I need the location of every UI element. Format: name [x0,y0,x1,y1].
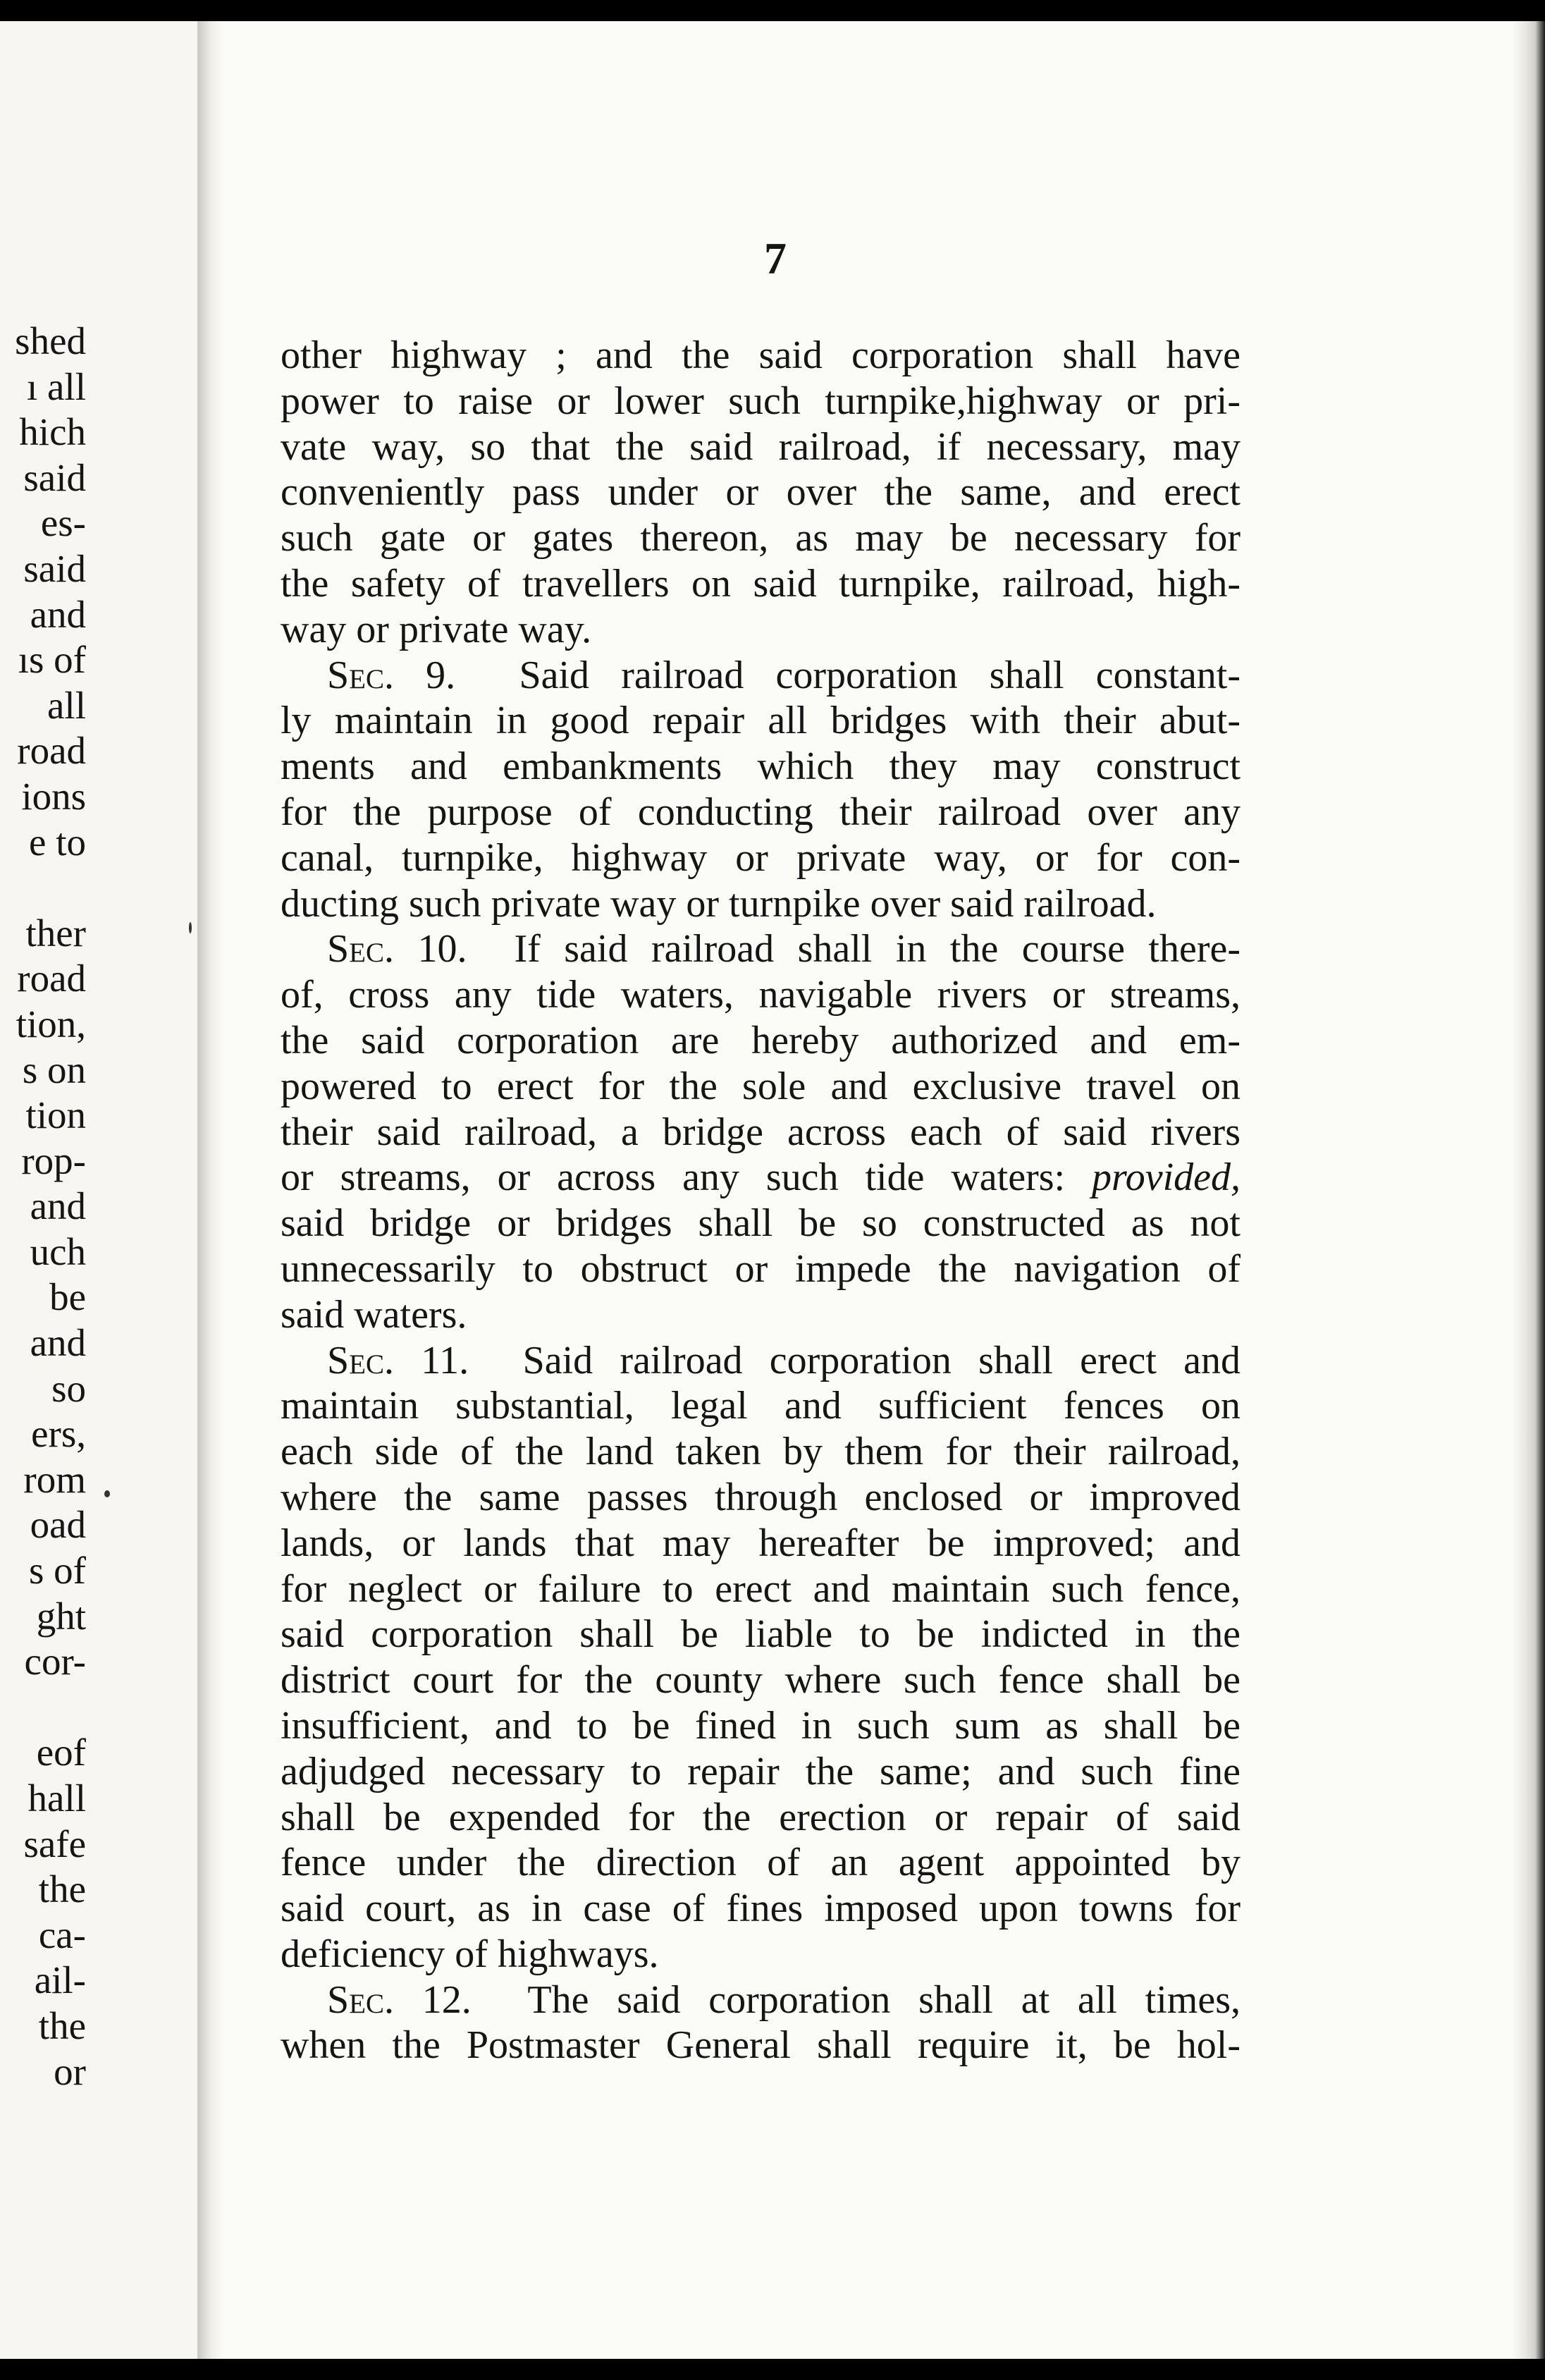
left-page-fragment: the [38,1867,86,1911]
left-page-fragment: tion [25,1093,86,1137]
section-label: Sec. 12. [327,1977,472,2022]
text-line: for the purpose of conducting their railroad over any [281,790,1241,834]
left-page-fragment: said [23,455,86,499]
left-page-fragment: uch [30,1229,86,1273]
fragment-gap [0,1685,86,1731]
page-edge [1513,21,1545,2359]
text-line: vate way, so that the said railroad, if necessary, may [281,424,1241,469]
text-line: powered to erect for the sole and exclusive travel on [281,1064,1241,1108]
text-line: way or private way. [281,607,592,651]
left-page-fragment: s on [22,1048,86,1091]
left-page-fragment: be [49,1275,86,1319]
left-page-fragment: ail- [34,1958,86,2002]
text-line: such gate or gates thereon, as may be necessary for [281,516,1241,560]
text-line: lands, or lands that may hereafter be improved; and [281,1521,1241,1565]
left-page-fragment: ers, [31,1412,86,1456]
text-line: where the same passes through enclosed or improved [281,1475,1241,1519]
left-page-fragment: es- [40,501,86,545]
left-page-fragment: oad [30,1503,86,1547]
left-page-fragment: ca- [38,1913,86,1956]
page-number: 7 [764,233,787,283]
left-page-fragment: eof [36,1731,86,1774]
left-page-fragment: ther [25,911,86,955]
text-line: unnecessarily to obstruct or impede the navigation of [281,1246,1241,1291]
left-page-fragment: so [51,1366,86,1410]
left-page-fragment: and [30,1321,86,1365]
left-page-fragment: or [54,2049,86,2093]
left-page-fragment: and [30,1184,86,1228]
left-page-fragment: and [30,592,86,636]
section-11-first-line: Sec. 11. Said railroad corporation shall erect and [327,1338,1241,1382]
left-page-fragment: ions [21,774,86,818]
text-line: when the Postmaster General shall require it, be hol- [281,2023,1241,2068]
left-page-fragment: safe [23,1822,86,1865]
text-line: adjudged necessary to repair the same; and such fine [281,1749,1241,1793]
left-page-fragment: hich [19,410,86,454]
text-line-with-italic: or streams, or across any such tide waters: provided, [281,1155,1241,1200]
text-line: ly maintain in good repair all bridges with their abut- [281,699,1241,743]
left-page-fragment: cor- [24,1640,86,1683]
book-spread [0,21,1545,2359]
body-text [281,333,1241,2068]
text-line: conveniently pass under or over the same, and erect [281,470,1241,515]
text-line: of, cross any tide waters, navigable rivers or streams, [281,973,1241,1017]
left-page-fragment: ıs of [18,638,86,682]
text-line: shall be expended for the erection or repair of said [281,1795,1241,1839]
fragment-gap [0,865,86,911]
section-12-first-line: Sec. 12. The said corporation shall at all times, [327,1977,1241,2022]
text-line: the safety of travellers on said turnpike, railroad, high- [281,561,1241,606]
text-line: insufficient, and to be fined in such sum as shall be [281,1703,1241,1748]
left-page-fragment: rop- [21,1139,86,1182]
text-line: fence under the direction of an agent appointed by [281,1841,1241,1885]
text-line: ducting such private way or turnpike over said railroad. [281,881,1157,926]
text-line: said bridge or bridges shall be so constructed as not [281,1201,1241,1246]
text-line: deficiency of highways. [281,1932,659,1976]
text-line: each side of the land taken by them for their railroad, [281,1430,1241,1474]
left-page-text-fragments [0,319,86,2094]
ink-speck [104,1490,110,1497]
text-line: said corporation shall be liable to be indicted in the [281,1612,1241,1657]
text-line: said waters. [281,1292,467,1337]
section-10-first-line: Sec. 10. If said railroad shall in the course there- [327,927,1241,971]
book-gutter [197,21,223,2359]
ink-speck [189,922,192,933]
section-label: Sec. 11. [327,1338,469,1382]
text-line: district court for the county where such fence shall be [281,1658,1241,1703]
text-line: for neglect or failure to erect and maintain such fence, [281,1566,1241,1611]
text-line: canal, turnpike, highway or private way, or for con- [281,835,1241,880]
section-9-first-line: Sec. 9. Said railroad corporation shall constant- [327,653,1241,697]
left-page-fragment: road [17,729,86,773]
section-label: Sec. 10. [327,927,467,971]
left-page-fragment: tion, [16,1002,86,1045]
left-page-fragment: s of [29,1549,86,1593]
text-line: power to raise or lower such turnpike,highway or pri- [281,379,1241,423]
left-page-fragment: road [17,957,86,1000]
text-line: their said railroad, a bridge across each of said rivers [281,1110,1241,1154]
left-page-fragment: e to [29,820,86,864]
section-label: Sec. 9. [327,653,456,697]
text-line: other highway ; and the said corporation shall have [281,333,1241,377]
left-page-fragment: shed [15,319,86,362]
left-page-fragment: rom [23,1457,86,1501]
text-line: the said corporation are hereby authorized and em- [281,1018,1241,1062]
text-line: said court, as in case of fines imposed upon towns for [281,1887,1241,1931]
left-page-fragment: the [38,2004,86,2047]
left-page-fragment: all [47,683,86,727]
left-page-fragment: said [23,546,86,590]
text-line: ments and embankments which they may construct [281,744,1241,789]
left-page-fragment: ght [36,1594,86,1638]
left-page-fragment: hall [27,1777,86,1820]
left-page-fragment: ı all [26,364,86,408]
italic-proviso: provided, [1092,1155,1241,1200]
text-line: maintain substantial, legal and sufficient fences on [281,1384,1241,1428]
left-page [0,21,198,2359]
